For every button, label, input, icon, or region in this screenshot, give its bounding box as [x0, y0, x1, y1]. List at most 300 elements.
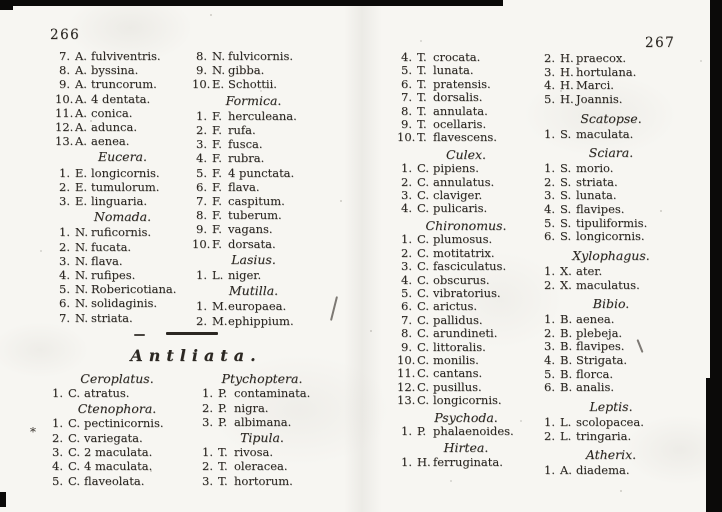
entry-number: 1.	[401, 232, 412, 247]
entry-number: 9.	[59, 77, 70, 92]
genus-initial: C.	[417, 272, 430, 287]
species-name: morio.	[576, 160, 614, 175]
species-name: adunca.	[91, 120, 137, 135]
species-entry	[55, 63, 190, 77]
species-entry	[192, 194, 315, 208]
entry-number: 1.	[544, 126, 555, 141]
entry-number: 1.	[544, 462, 555, 477]
species-name: oleracea.	[234, 459, 288, 474]
species-entry	[48, 431, 186, 445]
species-name: longicornis.	[576, 229, 645, 244]
genus-initial: P.	[218, 386, 228, 401]
species-entry	[192, 268, 315, 282]
species-name: 4 punctata.	[228, 165, 295, 180]
genus-header: Chironomus.	[425, 217, 507, 233]
genus-initial: C.	[417, 352, 430, 367]
species-name: ephippium.	[228, 313, 294, 328]
genus-initial: P.	[218, 415, 228, 430]
species-entry	[540, 340, 682, 354]
genus-initial: B.	[560, 325, 573, 340]
entry-number: 7.	[196, 194, 207, 209]
species-entry	[397, 118, 535, 131]
genus-initial: F.	[212, 123, 222, 138]
species-name: tringaria.	[576, 428, 632, 443]
species-name: annulatus.	[433, 174, 495, 189]
section-divider-dash	[134, 334, 145, 336]
entry-number: 2.	[59, 239, 70, 254]
entry-number: 6.	[196, 179, 207, 194]
species-entry	[540, 430, 682, 444]
species-entry	[540, 128, 682, 142]
species-entry	[540, 66, 682, 80]
species-name: tipuliformis.	[576, 215, 648, 230]
genus-header: Culex.	[445, 146, 487, 162]
page-number-right: 267	[645, 35, 676, 51]
scan-artifact-right-edge-lower	[706, 378, 722, 512]
species-name: Joannis.	[576, 92, 623, 107]
species-name: analis.	[576, 380, 615, 395]
entry-number: 6.	[544, 229, 555, 244]
genus-initial: A.	[75, 105, 87, 120]
species-entry	[198, 459, 326, 473]
entry-number: 4.	[544, 78, 555, 93]
species-entry	[48, 474, 186, 488]
genus-header: Formica.	[225, 92, 282, 108]
genus-initial: C.	[417, 393, 430, 408]
entry-number: 2.	[202, 459, 213, 474]
ink-stroke-mark	[330, 296, 338, 321]
genus-initial: C.	[68, 473, 81, 488]
species-entry	[55, 77, 190, 91]
species-entry	[198, 415, 326, 429]
genus-header: Leptis.	[589, 399, 633, 415]
genus-header: Ptychoptera.	[221, 371, 303, 386]
genus-initial: C.	[68, 386, 81, 401]
entry-number: 13.	[55, 134, 74, 149]
species-entry	[397, 354, 535, 367]
entry-number: 4.	[401, 201, 412, 216]
species-name: littoralis.	[433, 339, 486, 354]
species-name: rubra.	[228, 151, 265, 166]
species-entry	[397, 51, 535, 64]
genus-initial: A.	[75, 49, 87, 63]
entry-number: 2.	[59, 179, 70, 194]
entry-number: 11.	[55, 105, 74, 120]
genus-header: Eucera.	[98, 149, 147, 165]
species-name: vagans.	[228, 222, 273, 237]
entry-number: 2.	[52, 430, 63, 445]
species-name: ocellaris.	[433, 117, 487, 132]
species-name: caspitum.	[228, 194, 285, 209]
species-name: pratensis.	[433, 76, 491, 91]
genus-header: Ceroplatus.	[80, 371, 154, 386]
entry-number: 8.	[196, 208, 207, 223]
entry-number: 3.	[544, 188, 555, 203]
genus-initial: T.	[417, 50, 427, 64]
species-name: ruficornis.	[91, 225, 152, 240]
genus-header: Psychoda.	[434, 409, 498, 425]
page266-column-2	[192, 49, 315, 328]
scan-noise-speckles	[0, 0, 2, 2]
genus-header: Atherix.	[585, 447, 637, 463]
species-name: dorsata.	[228, 236, 276, 251]
genus-initial: F.	[212, 208, 222, 223]
entry-number: 1.	[544, 160, 555, 175]
entry-number: 4.	[544, 202, 555, 217]
entry-number: 10.	[55, 91, 74, 106]
genus-initial: T.	[417, 90, 427, 105]
genus-initial: C.	[68, 416, 81, 431]
genus-initial: S.	[560, 215, 572, 230]
scan-artifact-top-left-corner	[0, 0, 13, 10]
genus-initial: C.	[417, 245, 430, 260]
species-entry	[192, 208, 315, 222]
genus-initial: F.	[212, 222, 222, 237]
species-name: Schottii.	[228, 77, 277, 92]
entry-number: 1.	[59, 165, 70, 180]
species-name: plebeja.	[576, 325, 623, 340]
entry-number: 7.	[59, 49, 70, 63]
species-name: maculatus.	[576, 277, 640, 292]
entry-number: 8.	[401, 103, 412, 118]
genus-initial: T.	[417, 103, 427, 118]
entry-number: 1.	[544, 414, 555, 429]
genus-initial: S.	[560, 188, 572, 203]
species-name: 4 dentata.	[91, 91, 151, 106]
species-entry	[55, 311, 190, 325]
genus-initial: S.	[560, 229, 572, 244]
species-name: rufa.	[228, 123, 256, 138]
species-name: claviger.	[433, 188, 483, 203]
species-name: arictus.	[433, 299, 478, 314]
genus-initial: F.	[212, 137, 222, 152]
species-entry	[192, 109, 315, 123]
species-entry	[540, 313, 682, 327]
species-entry	[55, 92, 190, 106]
species-entry	[192, 314, 315, 328]
species-name: flaveolata.	[84, 473, 145, 488]
species-entry	[192, 237, 315, 251]
genus-initial: B.	[560, 353, 573, 368]
antliata-subcolumn-left	[48, 371, 186, 488]
entry-number: 4.	[401, 50, 412, 64]
entry-number: 1.	[544, 263, 555, 278]
species-entry	[397, 78, 535, 91]
species-entry	[55, 180, 190, 194]
species-entry	[192, 77, 315, 91]
entry-number: 2.	[544, 174, 555, 189]
species-entry	[540, 217, 682, 231]
species-name: Robericotiana.	[91, 282, 177, 297]
genus-header: Mutilla.	[228, 283, 279, 299]
species-name: pulicaris.	[433, 201, 488, 216]
genus-initial: F.	[212, 194, 222, 209]
species-name: truncorum.	[91, 77, 157, 92]
genus-initial: L.	[212, 268, 224, 283]
species-name: aenea.	[576, 311, 615, 326]
species-entry	[397, 247, 535, 260]
genus-header: Bibio.	[592, 296, 630, 312]
species-name: herculeana.	[228, 108, 297, 123]
genus-initial: N.	[75, 268, 88, 283]
entry-number: 2.	[202, 400, 213, 415]
species-entry	[397, 233, 535, 246]
genus-initial: M.	[212, 299, 228, 314]
entry-number: 4.	[52, 459, 63, 474]
genus-initial: T.	[218, 459, 228, 474]
species-entry	[198, 474, 326, 488]
entry-number: 7.	[59, 310, 70, 325]
page-number-left: 266	[50, 27, 81, 43]
entry-number: 10.	[192, 77, 211, 92]
entry-number: 7.	[401, 312, 412, 327]
species-entry	[48, 445, 186, 459]
entry-number: 1.	[401, 454, 412, 469]
section-divider-rule	[166, 332, 218, 335]
genus-initial: F.	[212, 236, 222, 251]
species-entry	[55, 106, 190, 120]
entry-number: 1.	[196, 108, 207, 123]
entry-number: 6.	[401, 299, 412, 314]
species-name: flava.	[228, 179, 260, 194]
entry-number: 3.	[59, 253, 70, 268]
species-name: byssina.	[91, 63, 139, 78]
species-name: fucata.	[91, 239, 132, 254]
species-name: hortulana.	[576, 64, 637, 79]
entry-number: 10.	[397, 352, 416, 367]
entry-number: 5.	[544, 366, 555, 381]
species-name: tumulorum.	[91, 179, 160, 194]
genus-initial: C.	[417, 366, 430, 381]
entry-number: 3.	[544, 64, 555, 79]
entry-number: 2.	[401, 245, 412, 260]
species-entry	[192, 137, 315, 151]
species-entry	[540, 416, 682, 430]
species-name: 4 maculata.	[84, 459, 153, 474]
entry-number: 6.	[401, 76, 412, 91]
species-entry	[55, 296, 190, 310]
species-entry	[540, 176, 682, 190]
genus-header: Scatopse.	[580, 110, 642, 126]
species-name: flava.	[91, 253, 123, 268]
genus-header: Sciara.	[588, 145, 634, 161]
genus-initial: C.	[417, 174, 430, 189]
entry-number: 2.	[544, 428, 555, 443]
species-name: aenea.	[91, 134, 130, 149]
entry-number: 1.	[52, 416, 63, 431]
entry-number: 3.	[401, 259, 412, 274]
entry-number: 1.	[202, 386, 213, 401]
species-entry	[540, 464, 682, 478]
entry-number: 10.	[397, 130, 416, 145]
genus-initial: C.	[417, 285, 430, 300]
genus-initial: H.	[560, 92, 574, 107]
species-entry	[540, 162, 682, 176]
species-entry	[540, 93, 682, 107]
genus-initial: A.	[75, 120, 87, 135]
species-entry	[397, 381, 535, 394]
entry-number: 5.	[59, 282, 70, 297]
species-entry	[397, 300, 535, 313]
genus-initial: C.	[68, 459, 81, 474]
species-name: fulvicornis.	[228, 49, 294, 63]
species-entry	[198, 386, 326, 400]
genus-initial: A.	[560, 462, 572, 477]
species-entry	[540, 279, 682, 293]
species-name: vibratorius.	[433, 285, 501, 300]
species-entry	[540, 327, 682, 341]
species-name: monilis.	[433, 352, 479, 367]
species-name: pallidus.	[433, 312, 483, 327]
species-entry	[540, 381, 682, 395]
species-entry	[198, 445, 326, 459]
species-entry	[48, 416, 186, 430]
species-entry	[397, 456, 535, 469]
genus-initial: C.	[417, 259, 430, 274]
genus-initial: E.	[75, 179, 88, 194]
genus-initial: N.	[75, 296, 88, 311]
entry-number: 9.	[401, 117, 412, 132]
species-entry	[540, 79, 682, 93]
genus-initial: C.	[417, 201, 430, 216]
species-name: annulata.	[433, 103, 488, 118]
species-entry	[397, 274, 535, 287]
entry-number: 1.	[52, 386, 63, 401]
species-name: phalaenoides.	[433, 423, 514, 438]
entry-number: 1.	[401, 161, 412, 176]
species-entry	[55, 225, 190, 239]
genus-initial: F.	[212, 179, 222, 194]
species-entry	[397, 367, 535, 380]
species-entry	[55, 282, 190, 296]
species-name: ferruginata.	[433, 454, 503, 469]
genus-initial: S.	[560, 202, 572, 217]
entry-number: 12.	[55, 120, 74, 135]
entry-number: 1.	[401, 423, 412, 438]
entry-number: 2.	[196, 313, 207, 328]
genus-initial: C.	[417, 299, 430, 314]
species-entry	[540, 230, 682, 244]
entry-number: 1.	[59, 225, 70, 240]
entry-number: 7.	[401, 90, 412, 105]
species-entry	[540, 189, 682, 203]
entry-number: 12.	[397, 379, 416, 394]
genus-initial: P.	[218, 400, 228, 415]
genus-initial: S.	[560, 160, 572, 175]
species-name: rivosa.	[234, 445, 274, 460]
genus-header: Lasius.	[231, 251, 276, 267]
genus-initial: X.	[560, 263, 572, 278]
genus-initial: S.	[560, 126, 572, 141]
species-name: ater.	[576, 263, 603, 278]
species-name: tuberum.	[228, 208, 282, 223]
species-entry	[48, 459, 186, 473]
genus-initial: C.	[417, 161, 430, 176]
species-name: motitatrix.	[433, 245, 495, 260]
scan-artifact-bottom-left	[0, 492, 6, 507]
genus-initial: N.	[75, 282, 88, 297]
species-entry	[397, 162, 535, 175]
species-entry	[192, 63, 315, 77]
species-name: plumosus.	[433, 232, 493, 247]
species-name: longicornis.	[91, 165, 160, 180]
species-entry	[198, 401, 326, 415]
species-name: flavipes.	[576, 202, 625, 217]
species-name: dorsalis.	[433, 90, 483, 105]
species-entry	[540, 52, 682, 66]
entry-number: 11.	[397, 366, 416, 381]
species-entry	[540, 354, 682, 368]
entry-number: 2.	[544, 277, 555, 292]
entry-number: 3.	[544, 339, 555, 354]
entry-number: 5.	[401, 63, 412, 78]
genus-initial: T.	[417, 76, 427, 91]
species-name: atratus.	[84, 386, 130, 401]
species-entry	[192, 180, 315, 194]
genus-initial: C.	[68, 445, 81, 460]
genus-initial: H.	[417, 454, 431, 469]
species-name: conica.	[91, 105, 133, 120]
genus-initial: N.	[75, 310, 88, 325]
genus-initial: H.	[560, 64, 574, 79]
genus-initial: N.	[75, 225, 88, 240]
page267-column-2	[540, 52, 682, 478]
species-name: albimana.	[234, 415, 292, 430]
entry-number: 1.	[544, 311, 555, 326]
genus-header: Tipula.	[240, 429, 284, 445]
species-entry	[192, 222, 315, 236]
genus-initial: P.	[417, 423, 427, 438]
species-name: diadema.	[576, 462, 630, 477]
species-name: pectinicornis.	[84, 416, 164, 431]
genus-initial: C.	[417, 339, 430, 354]
genus-initial: C.	[68, 430, 81, 445]
species-name: striata.	[576, 174, 618, 189]
genus-header: Nomada.	[93, 209, 152, 225]
genus-initial: F.	[212, 165, 222, 180]
genus-initial: C.	[417, 312, 430, 327]
species-entry	[397, 91, 535, 104]
species-entry	[192, 49, 315, 63]
species-name: crocata.	[433, 50, 481, 64]
entry-number: 9.	[401, 339, 412, 354]
entry-number: 4.	[401, 272, 412, 287]
entry-number: 3.	[202, 473, 213, 488]
page266-column-1	[55, 49, 190, 325]
species-name: solidaginis.	[91, 296, 158, 311]
entry-number: 4.	[196, 151, 207, 166]
margin-asterisk-mark: *	[30, 425, 36, 439]
species-name: contaminata.	[234, 386, 311, 401]
species-name: niger.	[228, 268, 262, 283]
species-entry	[540, 203, 682, 217]
entry-number: 6.	[59, 296, 70, 311]
entry-number: 9.	[196, 222, 207, 237]
genus-header: Xylophagus.	[572, 248, 650, 264]
species-name: scolopacea.	[576, 414, 644, 429]
species-entry	[192, 123, 315, 137]
species-entry	[397, 260, 535, 273]
entry-number: 1.	[202, 445, 213, 460]
entry-number: 3.	[59, 194, 70, 209]
genus-initial: H.	[560, 78, 574, 93]
genus-header: Ctenophora.	[77, 400, 157, 416]
species-entry	[397, 287, 535, 300]
genus-initial: F.	[212, 151, 222, 166]
genus-initial: H.	[560, 51, 574, 65]
section-title: Antliata.	[130, 346, 262, 365]
species-entry	[540, 265, 682, 279]
